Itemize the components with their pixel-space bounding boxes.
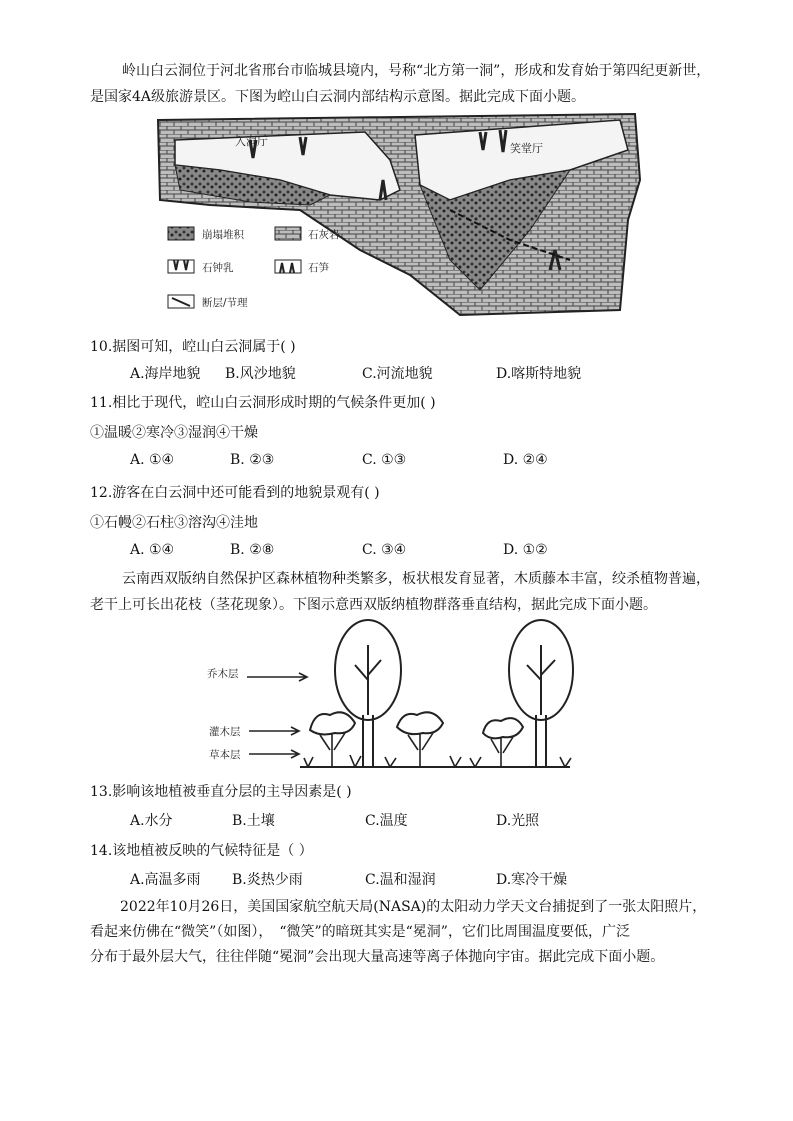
passage-sun-line-3: 分布于最外层大气，往往伴随“冕洞”会出现大量高速等离子体抛向宇宙。据此完成下面小题。 xyxy=(90,949,665,965)
q13-option-d[interactable]: D.光照 xyxy=(496,813,540,829)
question-14-options xyxy=(130,869,730,893)
tall-tree xyxy=(335,620,401,767)
q14-option-c[interactable]: C.温和湿润 xyxy=(365,872,436,888)
q12-option-a[interactable]: A. ①④ xyxy=(130,542,175,558)
arrow-shrub-layer xyxy=(249,727,299,735)
question-11-options xyxy=(130,452,730,476)
question-13-stem: 13.影响该地植被垂直分层的主导因素是( ) xyxy=(90,784,352,800)
legend-label-collapse: 崩塌堆积 xyxy=(202,229,244,241)
arrow-herb-layer xyxy=(249,750,299,758)
legend-swatch-stalagmite xyxy=(275,260,301,273)
hall-1-label: 入洞厅 xyxy=(235,135,268,148)
question-12-stem: 12.游客在白云洞中还可能看到的地貌景观有( ) xyxy=(90,485,380,501)
q10-option-c[interactable]: C.河流地貌 xyxy=(362,366,433,382)
q11-option-a[interactable]: A. ①④ xyxy=(130,452,175,468)
arrow-tree-layer xyxy=(247,673,307,681)
question-11-choices: ①温暖②寒冷③湿润④干燥 xyxy=(90,425,258,441)
q13-option-a[interactable]: A.水分 xyxy=(130,813,173,829)
q14-option-a[interactable]: A.高温多雨 xyxy=(130,872,201,888)
shrub xyxy=(310,712,355,767)
q13-option-b[interactable]: B.土壤 xyxy=(232,813,275,829)
q14-option-b[interactable]: B.炎热少雨 xyxy=(232,872,303,888)
q12-option-b[interactable]: B. ②⑧ xyxy=(230,542,275,558)
shrub xyxy=(397,712,443,767)
cave-legend xyxy=(168,227,340,309)
q10-option-b[interactable]: B.风沙地貌 xyxy=(225,366,296,382)
question-10-stem: 10.据图可知，崆山白云洞属于( ) xyxy=(90,339,296,355)
q13-option-c[interactable]: C.温度 xyxy=(365,813,408,829)
passage-cave: 岭山白云洞位于河北省邢台市临城县境内，号称“北方第一洞”，形成和发育始于第四纪更新世，是国家4A级旅游景区。下图为崆山白云洞内部结构示意图。据此完成下面小题。 xyxy=(90,63,711,105)
question-10-options xyxy=(130,363,730,387)
vegetation-structure-figure xyxy=(205,615,580,775)
q12-option-c[interactable]: C. ③④ xyxy=(362,542,407,558)
shrub xyxy=(483,718,523,767)
q11-option-c[interactable]: C. ①③ xyxy=(362,452,407,468)
legend-label-fault: 断层/节理 xyxy=(202,297,248,309)
legend-swatch-collapse xyxy=(168,227,194,240)
tall-tree xyxy=(509,620,573,767)
legend-swatch-stalactite xyxy=(168,260,194,273)
q11-option-b[interactable]: B. ②③ xyxy=(230,452,275,468)
passage-sun-line-1: 2022年10月26日，美国国家航空航天局(NASA)的太阳动力学天文台捕捉到了一张太阳照片， xyxy=(120,899,707,915)
q10-option-d[interactable]: D.喀斯特地貌 xyxy=(496,366,582,382)
question-13-options xyxy=(130,810,730,834)
legend-label-stalactite: 石钟乳 xyxy=(202,262,234,274)
passage-sun-line-2: 看起来仿佛在“微笑”（如图）， “微笑”的暗斑其实是“冕洞”，它们比周围温度要低，广泛 xyxy=(90,924,630,940)
question-12-options xyxy=(130,542,730,566)
q12-option-d[interactable]: D. ①② xyxy=(503,542,548,558)
herb-layer-plants xyxy=(304,755,571,767)
label-tree-layer: 乔木层 xyxy=(207,668,239,680)
legend-swatch-limestone xyxy=(275,227,301,240)
question-11-stem: 11.相比于现代，崆山白云洞形成时期的气候条件更加( ) xyxy=(90,395,436,411)
q10-option-a[interactable]: A.海岸地貌 xyxy=(130,366,201,382)
question-12-choices: ①石幔②石柱③溶沟④洼地 xyxy=(90,515,258,531)
label-herb-layer: 草本层 xyxy=(209,749,241,761)
label-shrub-layer: 灌木层 xyxy=(209,726,241,738)
q11-option-d[interactable]: D. ②④ xyxy=(503,452,548,468)
question-14-stem: 14.该地植被反映的气候特征是（ ） xyxy=(90,843,313,859)
cave-structure-figure xyxy=(150,110,645,325)
q14-option-d[interactable]: D.寒冷干燥 xyxy=(496,872,568,888)
legend-label-limestone: 石灰岩 xyxy=(308,229,340,241)
legend-label-stalagmite: 石笋 xyxy=(308,262,329,274)
passage-forest: 云南西双版纳自然保护区森林植物种类繁多，板状根发育显著，木质藤本丰富，绞杀植物普遍，老干上可长出花枝（茎花现象）。下图示意西双版纳植物群落垂直结构，据此完成下面小题。 xyxy=(90,571,710,613)
hall-2-label: 笑堂厅 xyxy=(510,142,543,155)
